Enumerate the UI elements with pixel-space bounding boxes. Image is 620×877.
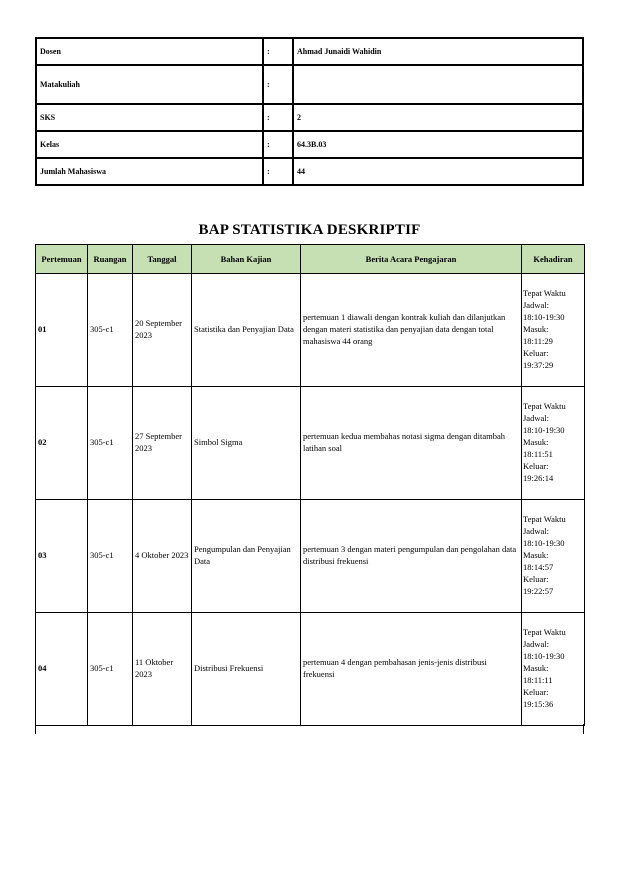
kehadiran-line: Tepat Waktu	[523, 401, 566, 412]
info-label: Matakuliah	[36, 65, 263, 104]
kehadiran-line: Keluar:	[523, 460, 549, 471]
info-label: Kelas	[36, 131, 263, 158]
kehadiran-line: 18:11:29	[523, 335, 553, 346]
info-row-sks	[36, 104, 583, 131]
info-value: 44	[293, 158, 583, 185]
table-row	[36, 500, 585, 613]
kehadiran-line: 18:10-19:30	[523, 651, 565, 662]
cell-berita-acara: pertemuan 4 dengan pembahasan jenis-jenis distribusi frekuensi	[301, 613, 522, 726]
cell-berita-acara: pertemuan 3 dengan materi pengumpulan dan pengolahan data distribusi frekuensi	[301, 500, 522, 613]
info-row-jumlah	[36, 158, 583, 185]
info-label: Dosen	[36, 38, 263, 65]
table-row	[36, 613, 585, 726]
info-value	[293, 65, 583, 104]
kehadiran-line: Keluar:	[523, 686, 549, 697]
kehadiran-line: Jadwal:	[523, 300, 549, 311]
cell-kehadiran	[522, 274, 585, 387]
kehadiran-line: Tepat Waktu	[523, 288, 566, 299]
info-row-matakuliah	[36, 65, 583, 104]
cell-pertemuan: 04	[36, 613, 88, 726]
kehadiran-line: 19:15:36	[523, 698, 554, 709]
cell-pertemuan: 02	[36, 387, 88, 500]
header-pertemuan: Pertemuan	[36, 245, 88, 274]
cell-ruangan: 305-c1	[88, 500, 133, 613]
cell-kehadiran	[522, 613, 585, 726]
cell-bahan-kajian: Statistika dan Penyajian Data	[192, 274, 301, 387]
header-kehadiran: Kehadiran	[522, 245, 585, 274]
kehadiran-line: 18:11:51	[523, 448, 553, 459]
cell-ruangan: 305-c1	[88, 274, 133, 387]
kehadiran-line: 18:11:11	[523, 674, 553, 685]
cell-tanggal: 27 September 2023	[133, 387, 192, 500]
kehadiran-line: Jadwal:	[523, 526, 549, 537]
table-row	[36, 274, 585, 387]
cell-tanggal: 20 September 2023	[133, 274, 192, 387]
kehadiran-line: Keluar:	[523, 347, 549, 358]
cell-bahan-kajian: Pengumpulan dan Penyajian Data	[192, 500, 301, 613]
cell-pertemuan: 03	[36, 500, 88, 613]
info-colon: :	[263, 158, 293, 185]
info-table	[35, 37, 584, 186]
header-ruangan: Ruangan	[88, 245, 133, 274]
cell-kehadiran	[522, 500, 585, 613]
table-row	[36, 387, 585, 500]
header-bahan-kajian: Bahan Kajian	[192, 245, 301, 274]
kehadiran-line: 19:37:29	[523, 359, 554, 370]
kehadiran-line: 18:10-19:30	[523, 312, 565, 323]
cell-tanggal: 4 Oktober 2023	[133, 500, 192, 613]
kehadiran-line: Tepat Waktu	[523, 627, 566, 638]
kehadiran-line: Jadwal:	[523, 639, 549, 650]
kehadiran-line: Tepat Waktu	[523, 514, 566, 525]
kehadiran-line: 18:14:57	[523, 561, 554, 572]
cell-pertemuan: 01	[36, 274, 88, 387]
kehadiran-line: Jadwal:	[523, 413, 549, 424]
header-row	[36, 245, 585, 274]
cell-kehadiran	[522, 387, 585, 500]
header-berita-acara: Berita Acara Pengajaran	[301, 245, 522, 274]
kehadiran-line: 18:10-19:30	[523, 538, 565, 549]
info-value: Ahmad Junaidi Wahidin	[293, 38, 583, 65]
kehadiran-line: 19:26:14	[523, 472, 554, 483]
kehadiran-line: 19:22:57	[523, 585, 554, 596]
cell-bahan-kajian: Distribusi Frekuensi	[192, 613, 301, 726]
page-title: BAP STATISTIKA DESKRIPTIF	[198, 222, 421, 238]
cell-ruangan: 305-c1	[88, 613, 133, 726]
bap-table	[35, 244, 585, 726]
info-value: 64.3B.03	[293, 131, 583, 158]
kehadiran-line: 18:10-19:30	[523, 425, 565, 436]
info-colon: :	[263, 65, 293, 104]
info-colon: :	[263, 38, 293, 65]
cell-ruangan: 305-c1	[88, 387, 133, 500]
table-continuation	[35, 724, 584, 734]
cell-tanggal: 11 Oktober 2023	[133, 613, 192, 726]
info-label: Jumlah Mahasiswa	[36, 158, 263, 185]
info-row-kelas	[36, 131, 583, 158]
info-value: 2	[293, 104, 583, 131]
kehadiran-line: Masuk:	[523, 663, 549, 674]
kehadiran-line: Masuk:	[523, 550, 549, 561]
info-colon: :	[263, 104, 293, 131]
cell-berita-acara: pertemuan kedua membahas notasi sigma dengan ditambah latihan soal	[301, 387, 522, 500]
info-colon: :	[263, 131, 293, 158]
kehadiran-line: Keluar:	[523, 573, 549, 584]
cell-bahan-kajian: Simbol Sigma	[192, 387, 301, 500]
info-label: SKS	[36, 104, 263, 131]
kehadiran-line: Masuk:	[523, 324, 549, 335]
info-row-dosen	[36, 38, 583, 65]
header-tanggal: Tanggal	[133, 245, 192, 274]
cell-berita-acara: pertemuan 1 diawali dengan kontrak kuliah dan dilanjutkan dengan materi statistika dan penyajian data dengan total mahasiswa 44 orang	[301, 274, 522, 387]
kehadiran-line: Masuk:	[523, 437, 549, 448]
